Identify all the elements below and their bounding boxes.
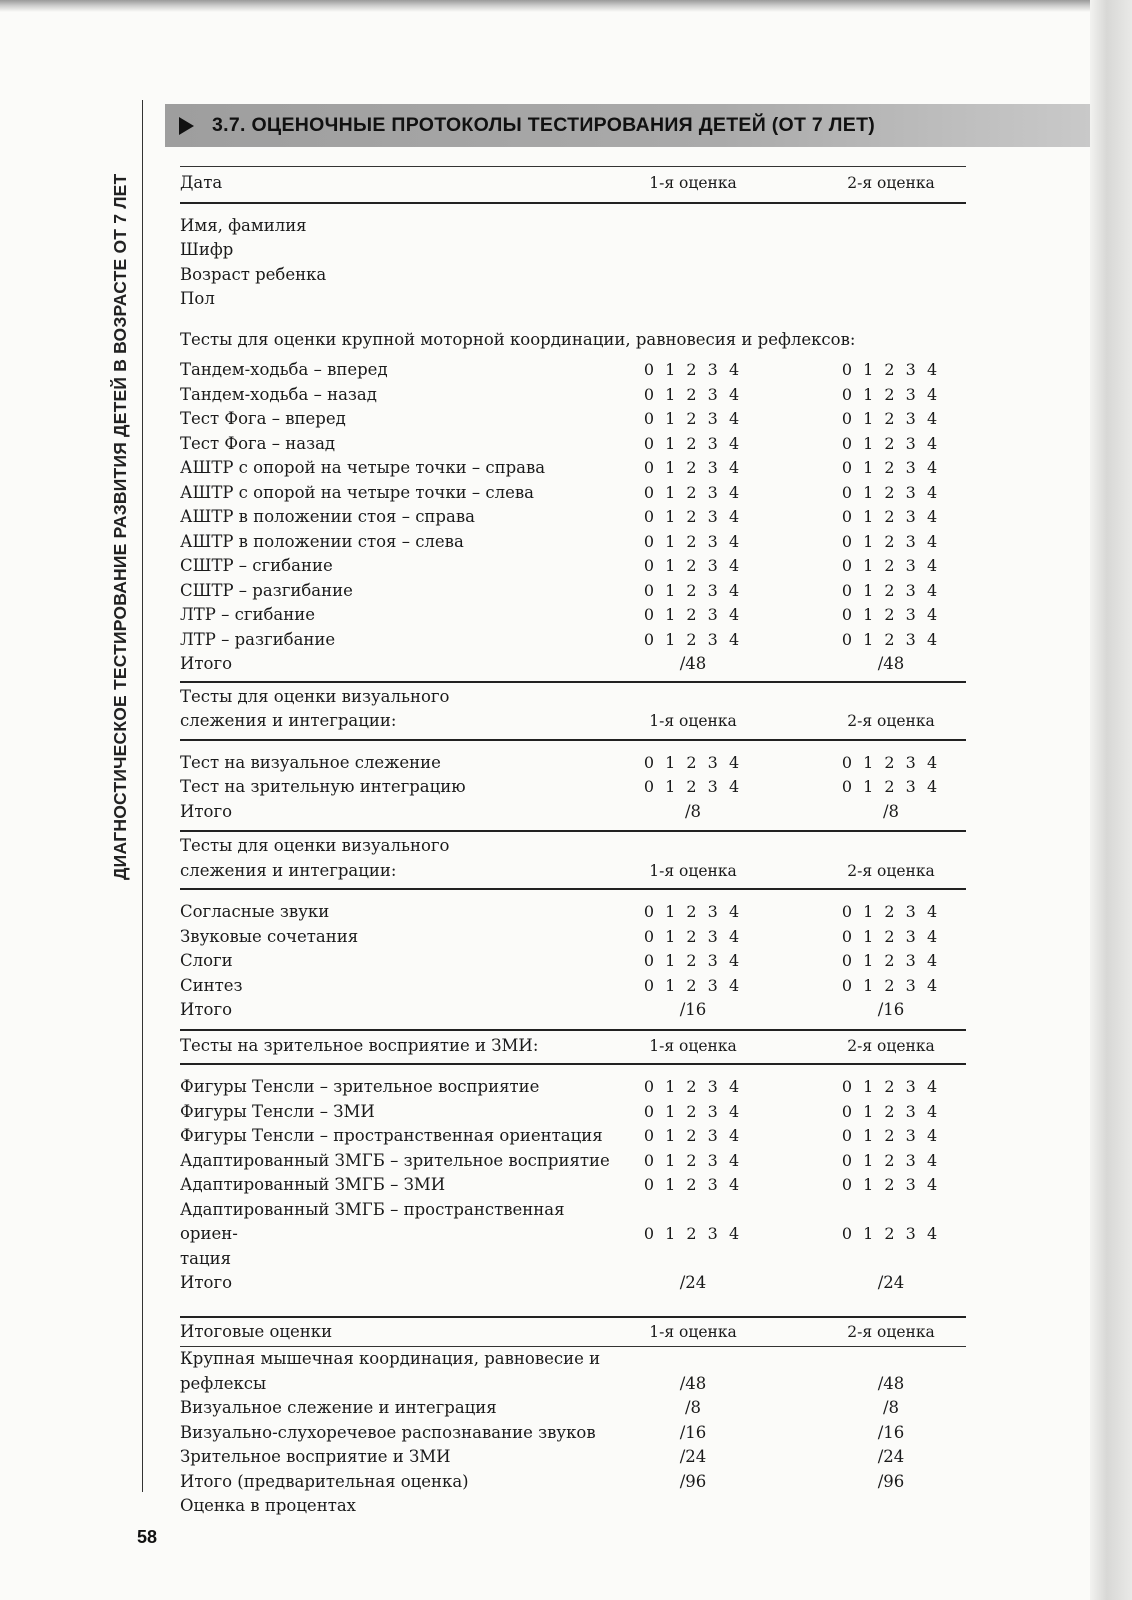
table-row (180, 407, 966, 432)
score-scale-col2: 0 1 2 3 4 (841, 409, 941, 428)
row-col1: /96 (679, 1471, 707, 1491)
table-row (180, 1396, 966, 1421)
table-row (180, 1124, 966, 1149)
score-scale-col2: 0 1 2 3 4 (841, 360, 941, 379)
col1-header: 1-я оценка (649, 712, 737, 730)
info-field-label: Возраст ребенка (180, 264, 327, 284)
table-row (180, 505, 966, 530)
percent-row (180, 1494, 966, 1519)
row-col1: /16 (679, 1422, 707, 1442)
date-label: Дата (180, 173, 223, 192)
row-label: Фигуры Тенсли – пространственная ориентация (180, 1126, 603, 1145)
table-row (180, 1149, 966, 1174)
col2-header: 2-я оценка (847, 712, 935, 730)
auditory-table (180, 900, 966, 998)
table-row (180, 432, 966, 457)
score-scale-col1: 0 1 2 3 4 (643, 1175, 743, 1194)
score-scale-col1: 0 1 2 3 4 (643, 384, 743, 404)
score-scale-col1: 0 1 2 3 4 (643, 531, 743, 551)
summary-row (180, 1372, 966, 1397)
table-row (180, 1075, 966, 1100)
score-scale-col2: 0 1 2 3 4 (841, 926, 941, 946)
score-scale-col2: 0 1 2 3 4 (841, 482, 941, 502)
col1-header: 1-я оценка (649, 1322, 737, 1341)
score-scale-col1: 0 1 2 3 4 (643, 458, 743, 477)
side-running-title: ДИАГНОСТИЧЕСКОЕ ТЕСТИРОВАНИЕ РАЗВИТИЯ ДЕТЕЙ В ВОЗРАСТЕ ОТ 7 ЛЕТ (110, 173, 130, 880)
visual-title-line2: слежения и интеграции: (180, 711, 397, 730)
row-label: Слоги (180, 951, 233, 970)
info-field (180, 238, 966, 263)
total-label: Итого (180, 1000, 233, 1019)
row-col2: /96 (877, 1471, 905, 1491)
visual-header (180, 683, 966, 739)
row-label: Фигуры Тенсли – ЗМИ (180, 1101, 375, 1121)
score-scale-col1: 0 1 2 3 4 (643, 1077, 743, 1096)
score-scale-col1: 0 1 2 3 4 (643, 1126, 743, 1145)
score-scale-col1: 0 1 2 3 4 (643, 926, 743, 946)
table-row (180, 530, 966, 555)
score-scale-col2: 0 1 2 3 4 (841, 433, 941, 453)
row-label: СШТР – разгибание (180, 580, 353, 600)
percent-label: Оценка в процентах (180, 1496, 356, 1515)
date-header-row (180, 167, 966, 202)
score-scale-col1: 0 1 2 3 4 (643, 777, 743, 796)
total-col1: /16 (679, 1000, 707, 1019)
score-scale-col2: 0 1 2 3 4 (841, 902, 941, 921)
section-title: 3.7. ОЦЕНОЧНЫЕ ПРОТОКОЛЫ ТЕСТИРОВАНИЯ ДЕТЕЙ (ОТ 7 ЛЕТ) (212, 114, 876, 136)
row-label: АШТР в положении стоя – слева (180, 531, 464, 551)
score-scale-col2: 0 1 2 3 4 (841, 1077, 941, 1096)
summary-title: Итоговые оценки (180, 1321, 333, 1341)
auditory-total-row (180, 998, 966, 1023)
score-scale-col2: 0 1 2 3 4 (841, 951, 941, 970)
score-scale-col1: 0 1 2 3 4 (643, 1101, 743, 1121)
summary-row-label: Крупная мышечная координация, равновесие и (180, 1349, 601, 1368)
row-col2: /16 (877, 1422, 905, 1442)
protocol-form (180, 166, 966, 1519)
score-scale-col1: 0 1 2 3 4 (643, 580, 743, 600)
info-fields (180, 214, 966, 312)
info-field (180, 263, 966, 288)
table-row (180, 1470, 966, 1495)
table-row (180, 603, 966, 628)
score-scale-col2: 0 1 2 3 4 (841, 531, 941, 551)
table-row (180, 1421, 966, 1446)
visual-title-row (180, 709, 966, 739)
row-label: АШТР с опорой на четыре точки – слева (180, 482, 534, 502)
total-col1: /48 (679, 654, 707, 673)
auditory-title-row (180, 859, 966, 889)
perception-table (180, 1075, 966, 1247)
row-label: Адаптированный ЗМГБ – зрительное восприятие (180, 1150, 610, 1170)
row-label: Тест на визуальное слежение (180, 752, 441, 772)
row-label: Синтез (180, 975, 243, 995)
table-row (180, 383, 966, 408)
summary-row-label: рефлексы (180, 1373, 267, 1393)
score-scale-col1: 0 1 2 3 4 (643, 951, 743, 970)
row-label: Тандем-ходьба – назад (180, 384, 377, 404)
perception-total-row (180, 1271, 966, 1296)
row-label: ЛТР – разгибание (180, 629, 336, 649)
col2-header: 2-я оценка (847, 1036, 935, 1055)
col1-header: 1-я оценка (649, 861, 737, 880)
auditory-title-line2: слежения и интеграции: (180, 860, 397, 880)
total-label: Итого (180, 801, 233, 821)
table-row (180, 1173, 966, 1198)
auditory-title-row (180, 834, 966, 859)
info-field (180, 287, 966, 312)
row-label: Согласные звуки (180, 902, 330, 921)
total-col1: /8 (684, 801, 702, 821)
table-row (180, 579, 966, 604)
total-col2: /24 (877, 1273, 905, 1292)
perception-cont-row (180, 1247, 966, 1272)
col1-header: 1-я оценка (649, 174, 737, 192)
perception-header-row (180, 1031, 966, 1064)
table-row (180, 775, 966, 800)
auditory-header (180, 832, 966, 888)
row-col2: /8 (882, 1398, 900, 1417)
score-scale-col2: 0 1 2 3 4 (841, 556, 941, 575)
row-label: АШТР с опорой на четыре точки – справа (180, 458, 546, 477)
score-scale-col2: 0 1 2 3 4 (841, 1150, 941, 1170)
score-scale-col2: 0 1 2 3 4 (841, 580, 941, 600)
table-row (180, 925, 966, 950)
score-scale-col1: 0 1 2 3 4 (643, 556, 743, 575)
page-binding-shadow (1090, 0, 1132, 1600)
score-scale-col2: 0 1 2 3 4 (841, 458, 941, 477)
score-scale-col1: 0 1 2 3 4 (643, 902, 743, 921)
col2-header: 2-я оценка (847, 1322, 935, 1341)
score-scale-col2: 0 1 2 3 4 (841, 507, 941, 526)
page-top-edge (0, 0, 1132, 12)
section-header-bar (165, 104, 1090, 147)
score-scale-col1: 0 1 2 3 4 (643, 433, 743, 453)
motor-total-row (180, 652, 966, 677)
row-label: СШТР – сгибание (180, 556, 333, 575)
score-scale-col1: 0 1 2 3 4 (643, 605, 743, 624)
row-label: Фигуры Тенсли – зрительное восприятие (180, 1077, 540, 1096)
score-scale-col2: 0 1 2 3 4 (841, 975, 941, 995)
row-label: Тандем-ходьба – вперед (180, 360, 388, 379)
score-scale-col2: 0 1 2 3 4 (841, 605, 941, 624)
table-row (180, 1445, 966, 1470)
score-scale-col1: 0 1 2 3 4 (643, 1224, 743, 1243)
info-field (180, 214, 966, 239)
row-label: АШТР в положении стоя – справа (180, 507, 475, 526)
visual-total-row (180, 800, 966, 825)
table-row (180, 628, 966, 653)
total-label: Итого (180, 654, 233, 673)
info-field-label: Имя, фамилия (180, 215, 307, 235)
score-scale-col2: 0 1 2 3 4 (841, 629, 941, 649)
table-row (180, 949, 966, 974)
total-col2: /8 (882, 801, 900, 821)
score-scale-col1: 0 1 2 3 4 (643, 360, 743, 379)
section-title-motor (180, 328, 966, 353)
total-col2: /16 (877, 1000, 905, 1019)
score-scale-col2: 0 1 2 3 4 (841, 752, 941, 772)
side-rule (142, 100, 143, 1492)
total-col2: /48 (877, 654, 905, 673)
total-col1: /24 (679, 1273, 707, 1292)
table-row (180, 1198, 966, 1247)
row-label: Визуальное слежение и интеграция (180, 1398, 497, 1417)
auditory-title-line1: Тесты для оценки визуального (180, 836, 450, 855)
score-scale-col1: 0 1 2 3 4 (643, 482, 743, 502)
summary-col2: /48 (877, 1373, 905, 1393)
col2-header: 2-я оценка (847, 174, 935, 192)
table-row (180, 974, 966, 999)
info-field-label: Пол (180, 289, 215, 308)
score-scale-col2: 0 1 2 3 4 (841, 1101, 941, 1121)
score-scale-col2: 0 1 2 3 4 (841, 1175, 941, 1194)
table-row (180, 751, 966, 776)
row-label: Тест на зрительную интеграцию (180, 777, 466, 796)
visual-title-row (180, 685, 966, 710)
table-row (180, 1100, 966, 1125)
row-label: Итого (предварительная оценка) (180, 1471, 469, 1491)
summary-header-row (180, 1318, 966, 1347)
col1-header: 1-я оценка (649, 1036, 737, 1055)
table-row (180, 358, 966, 383)
row-col1: /24 (679, 1447, 707, 1466)
row-label: Тест Фога – назад (180, 433, 336, 453)
table-row (180, 481, 966, 506)
score-scale-col1: 0 1 2 3 4 (643, 752, 743, 772)
perception-title: Тесты на зрительное восприятие и ЗМИ: (180, 1035, 539, 1055)
score-scale-col1: 0 1 2 3 4 (643, 507, 743, 526)
info-field-label: Шифр (180, 240, 234, 259)
summary-col1: /48 (679, 1373, 707, 1393)
row-label: Визуально-слухоречевое распознавание звуков (180, 1422, 596, 1442)
score-scale-col2: 0 1 2 3 4 (841, 1126, 941, 1145)
score-scale-col2: 0 1 2 3 4 (841, 777, 941, 796)
score-scale-col1: 0 1 2 3 4 (643, 629, 743, 649)
summary-table (180, 1396, 966, 1494)
table-row (180, 900, 966, 925)
total-label: Итого (180, 1273, 233, 1292)
summary-row (180, 1347, 966, 1372)
row-label: Тест Фога – вперед (180, 409, 346, 428)
row-label-continuation: тация (180, 1248, 231, 1268)
motor-title: Тесты для оценки крупной моторной координации, равновесия и рефлексов: (180, 329, 856, 349)
visual-table (180, 751, 966, 800)
row-label: Звуковые сочетания (180, 926, 359, 946)
row-label: Адаптированный ЗМГБ – ЗМИ (180, 1175, 446, 1194)
score-scale-col2: 0 1 2 3 4 (841, 384, 941, 404)
motor-table (180, 358, 966, 652)
col2-header: 2-я оценка (847, 861, 935, 880)
table-row (180, 554, 966, 579)
row-col2: /24 (877, 1447, 905, 1466)
score-scale-col1: 0 1 2 3 4 (643, 1150, 743, 1170)
row-col1: /8 (684, 1398, 702, 1417)
table-row (180, 456, 966, 481)
row-label: ЛТР – сгибание (180, 605, 316, 624)
score-scale-col1: 0 1 2 3 4 (643, 409, 743, 428)
score-scale-col2: 0 1 2 3 4 (841, 1224, 941, 1243)
visual-title-line1: Тесты для оценки визуального (180, 686, 450, 706)
triangle-arrow-icon (179, 117, 194, 135)
row-label: Адаптированный ЗМГБ – пространственная ориен- (180, 1199, 565, 1243)
score-scale-col1: 0 1 2 3 4 (643, 975, 743, 995)
page-number: 58 (137, 1527, 158, 1547)
row-label: Зрительное восприятие и ЗМИ (180, 1447, 451, 1466)
